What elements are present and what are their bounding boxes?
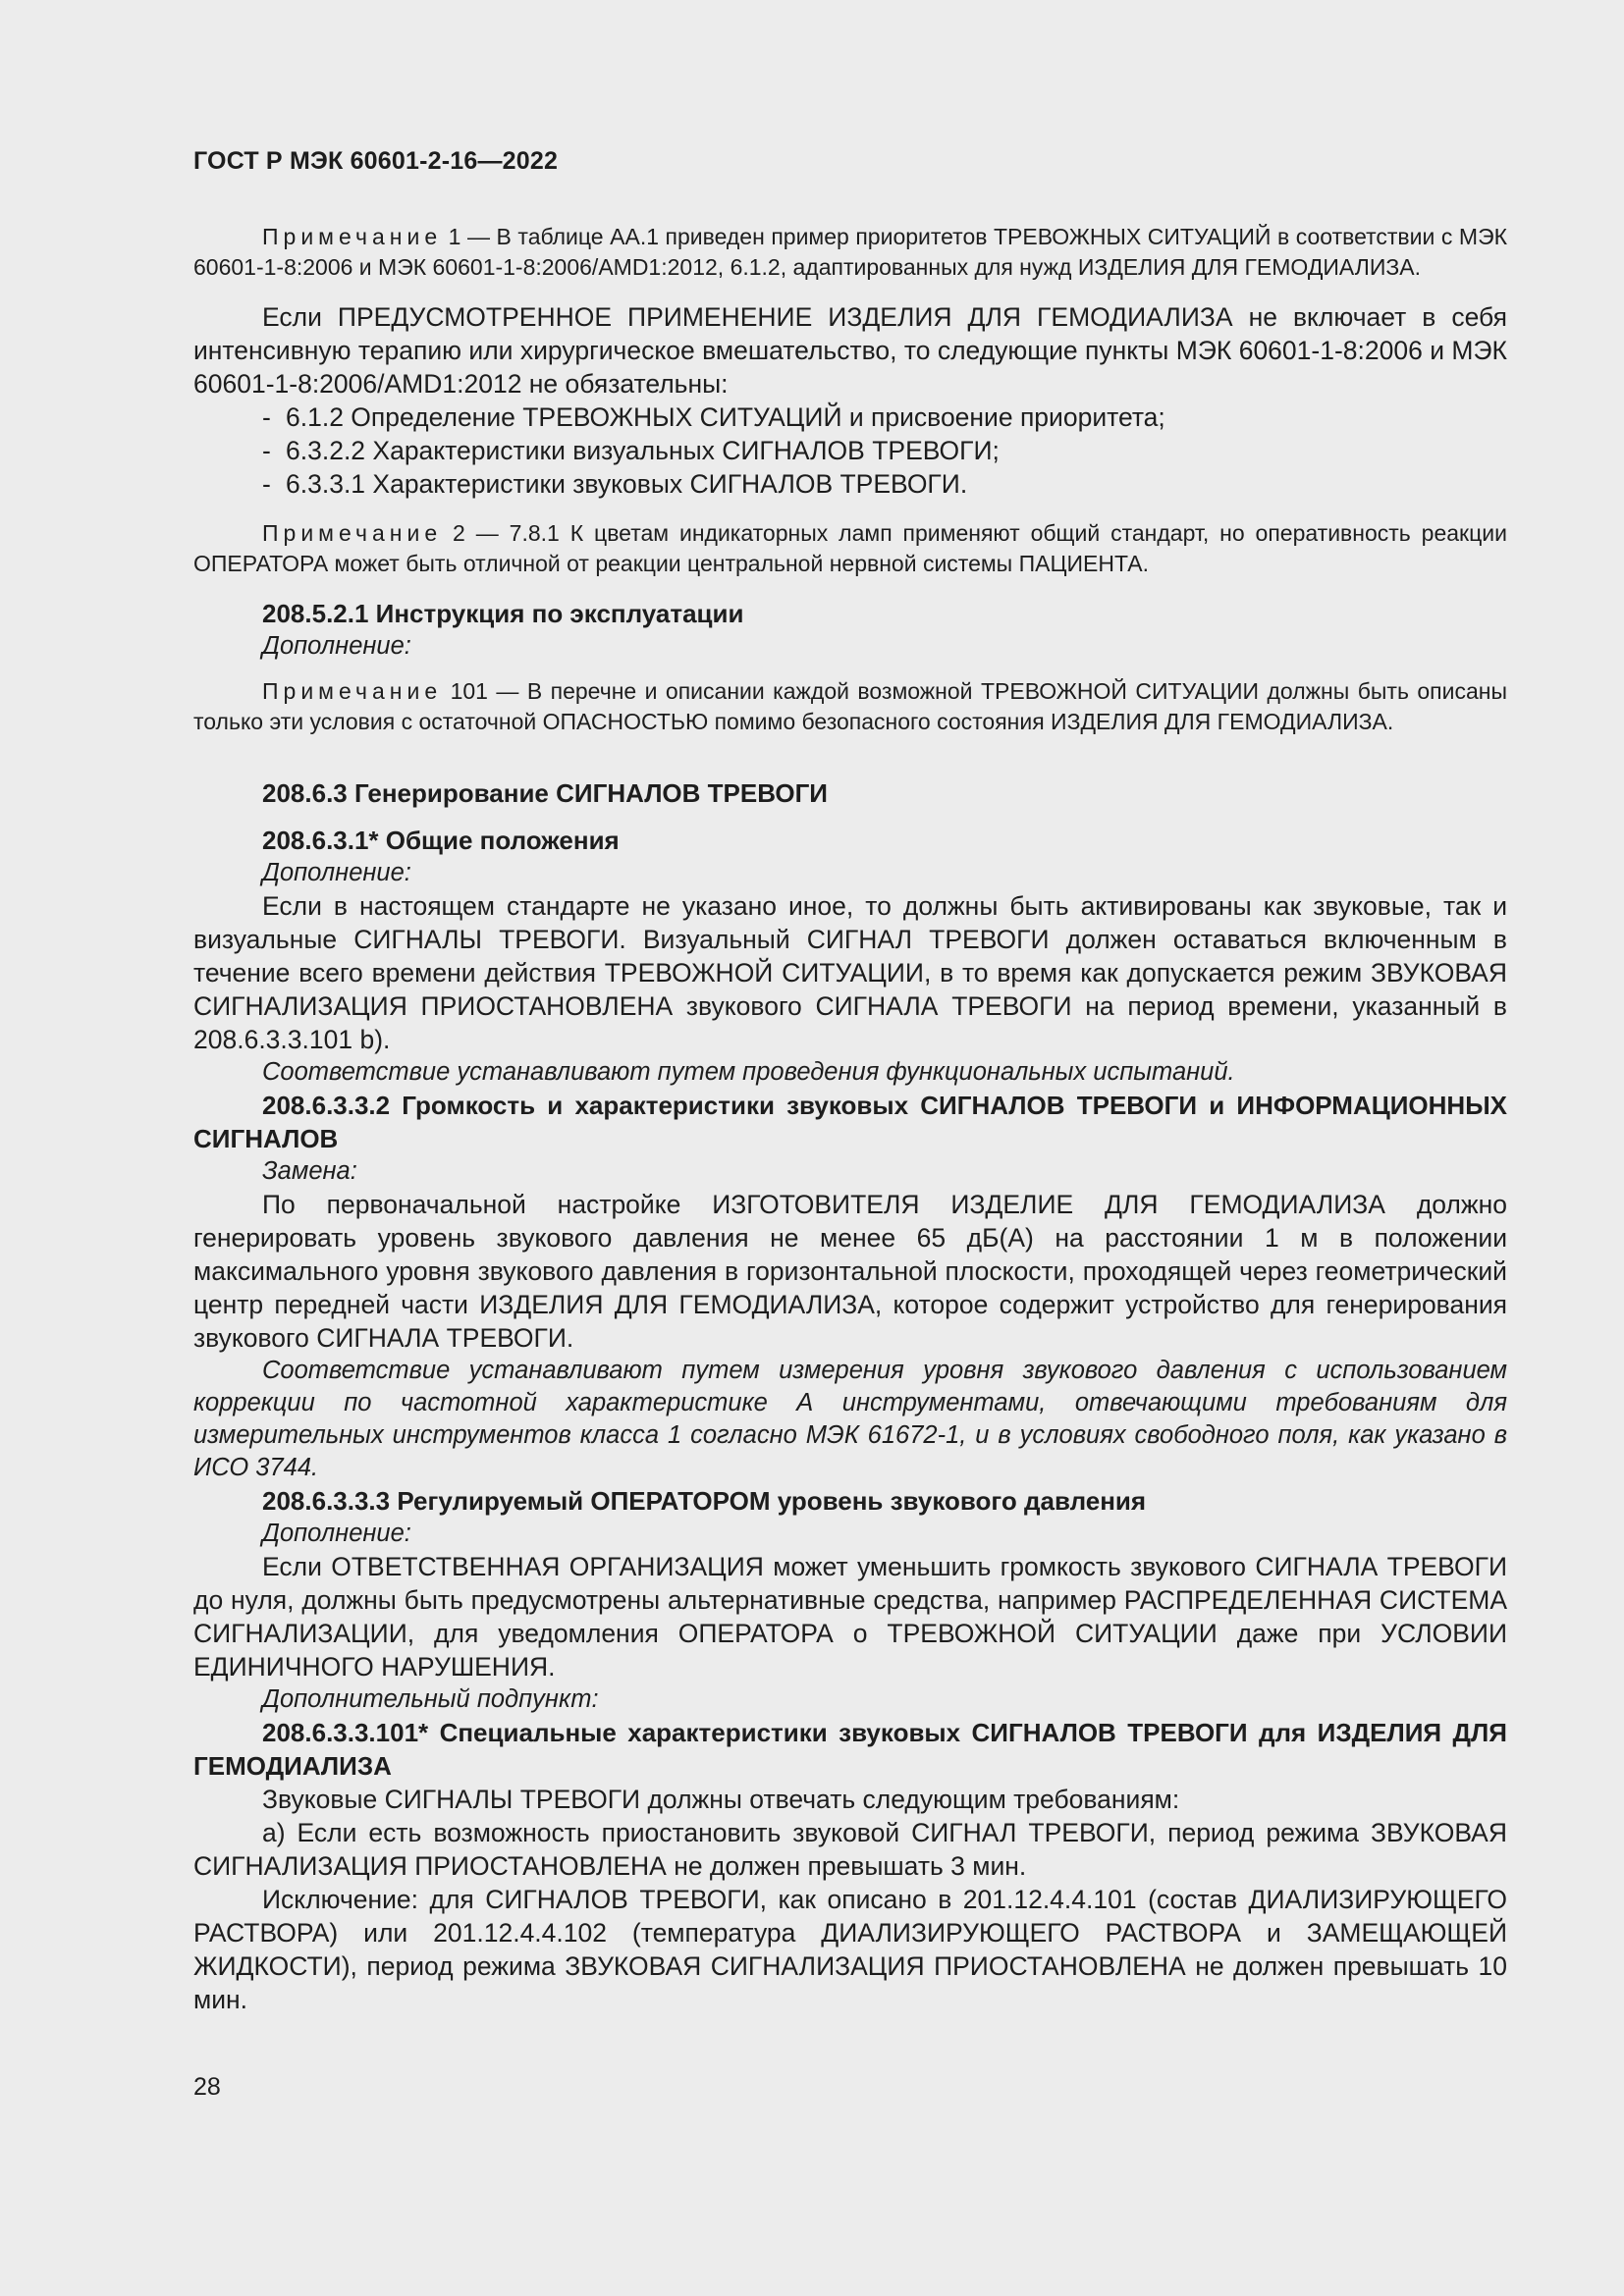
- section-subtitle: Замена:: [262, 1157, 357, 1185]
- section-heading: 208.5.2.1 Инструкция по эксплуатации: [262, 599, 744, 628]
- section-heading: 208.6.3.3.2 Громкость и характеристики звуковых СИГНАЛОВ ТРЕВОГИ и ИНФОРМАЦИОННЫХ СИГНАЛОВ: [193, 1091, 1507, 1153]
- note-label: Примечание: [262, 520, 443, 546]
- note-text: 101 — В перечне и описании каждой возможной ТРЕВОЖНОЙ СИТУАЦИИ должны быть описаны только эти условия с остаточной ОПАСНОСТЬЮ помимо безопасного состояния ИЗДЕЛИЯ ДЛЯ ГЕМОДИАЛИЗА.: [193, 678, 1507, 734]
- note-text: 2 — 7.8.1 К цветам индикаторных ламп применяют общий стандарт, но оперативность реакции ОПЕРАТОРА может быть отличной от реакции центральной нервной системы ПАЦИЕНТА.: [193, 520, 1507, 576]
- section-paragraph: Исключение: для СИГНАЛОВ ТРЕВОГИ, как описано в 201.12.4.4.101 (состав ДИАЛИЗИРУЮЩЕГО РАСТВОРА) или 201.12.4.4.102 (температура ДИАЛИЗИРУЮЩЕГО РАСТВОРА и ЗАМЕЩАЮЩЕЙ ЖИДКОСТИ), период режима ЗВУКОВАЯ СИГНАЛИЗАЦИЯ ПРИОСТАНОВЛЕНА не должен превышать 10 мин.: [193, 1885, 1507, 2014]
- section-paragraph: Если ОТВЕТСТВЕННАЯ ОРГАНИЗАЦИЯ может уменьшить громкость звукового СИГНАЛА ТРЕВОГИ до нуля, должны быть предусмотрены альтернативные средства, например РАСПРЕДЕЛЕННАЯ СИСТЕМА СИГНАЛИЗАЦИИ, для уведомления ОПЕРАТОРА о ТРЕВОЖНОЙ СИТУАЦИИ даже при УСЛОВИИ ЕДИНИЧНОГО НАРУШЕНИЯ.: [193, 1552, 1507, 1682]
- page-number: 28: [193, 2073, 221, 2101]
- section-subtitle: Дополнение:: [262, 1520, 411, 1547]
- intro-paragraph: Если ПРЕДУСМОТРЕННОЕ ПРИМЕНЕНИЕ ИЗДЕЛИЯ ДЛЯ ГЕМОДИАЛИЗА не включает в себя интенсивную терапию или хирургическое вмешательство, то следующие пункты МЭК 60601-1-8:2006 и МЭК 60601-1-8:2006/AMD1:2012 не обязательны:: [193, 302, 1507, 399]
- note-text: 1 — В таблице АА.1 приведен пример приоритетов ТРЕВОЖНЫХ СИТУАЦИЙ в соответствии с МЭК 60601-1-8:2006 и МЭК 60601-1-8:2006/AMD1:2012, 6.1.2, адаптированных для нужд ИЗДЕЛИЯ ДЛЯ ГЕМОДИАЛИЗА.: [193, 224, 1507, 280]
- section-heading: 208.6.3.3.3 Регулируемый ОПЕРАТОРОМ уровень звукового давления: [262, 1486, 1147, 1516]
- section-paragraph: Звуковые СИГНАЛЫ ТРЕВОГИ должны отвечать следующим требованиям:: [262, 1785, 1180, 1814]
- section-heading: 208.6.3.1* Общие положения: [262, 826, 620, 855]
- compliance-text: Соответствие устанавливают путем измерения уровня звукового давления с использованием коррекции по частотной характеристике А инструментами, отвечающими требованиям для измерительных инструментов класса 1 согласно МЭК 61672-1, и в условиях свободного поля, как указано в ИСО 3744.: [193, 1357, 1507, 1481]
- section-heading: 208.6.3.3.101* Специальные характеристики звуковых СИГНАЛОВ ТРЕВОГИ для ИЗДЕЛИЯ ДЛЯ ГЕМОДИАЛИЗА: [193, 1718, 1507, 1781]
- section-paragraph: По первоначальной настройке ИЗГОТОВИТЕЛЯ ИЗДЕЛИЕ ДЛЯ ГЕМОДИАЛИЗА должно генерировать уровень звукового давления не менее 65 дБ(А) на расстоянии 1 м в положении максимального уровня звукового давления в горизонтальной плоскости, проходящей через геометрический центр передней части ИЗДЕЛИЯ ДЛЯ ГЕМОДИАЛИЗА, которое содержит устройство для генерирования звукового СИГНАЛА ТРЕВОГИ.: [193, 1190, 1507, 1353]
- note-1: [193, 222, 1507, 283]
- section-paragraph: a) Если есть возможность приостановить звуковой СИГНАЛ ТРЕВОГИ, период режима ЗВУКОВАЯ СИГНАЛИЗАЦИЯ ПРИОСТАНОВЛЕНА не должен превышать 3 мин.: [193, 1818, 1507, 1881]
- note-label: Примечание: [262, 224, 443, 249]
- exclusion-list: [193, 400, 1507, 501]
- document-header: ГОСТ Р МЭК 60601-2-16—2022: [193, 147, 559, 175]
- note-101: [193, 676, 1507, 737]
- note-label: Примечание: [262, 678, 443, 704]
- document-body: [193, 222, 1507, 2016]
- section-subtitle: Дополнение:: [262, 632, 411, 660]
- note-2: [193, 518, 1507, 579]
- list-item: - 6.3.2.2 Характеристики визуальных СИГНАЛОВ ТРЕВОГИ;: [262, 436, 1000, 465]
- list-item: - 6.3.3.1 Характеристики звуковых СИГНАЛОВ ТРЕВОГИ.: [262, 469, 968, 499]
- section-heading: 208.6.3 Генерирование СИГНАЛОВ ТРЕВОГИ: [262, 778, 828, 808]
- section-subtitle: Дополнительный подпункт:: [262, 1685, 599, 1713]
- compliance-text: Соответствие устанавливают путем проведения функциональных испытаний.: [262, 1058, 1235, 1086]
- section-paragraph: Если в настоящем стандарте не указано иное, то должны быть активированы как звуковые, так и визуальные СИГНАЛЫ ТРЕВОГИ. Визуальный СИГНАЛ ТРЕВОГИ должен оставаться включенным в течение всего времени действия ТРЕВОЖНОЙ СИТУАЦИИ, в то время как допускается режим ЗВУКОВАЯ СИГНАЛИЗАЦИЯ ПРИОСТАНОВЛЕНА звукового СИГНАЛА ТРЕВОГИ на период времени, указанный в 208.6.3.3.101 b).: [193, 891, 1507, 1054]
- section-subtitle: Дополнение:: [262, 859, 411, 886]
- list-item: - 6.1.2 Определение ТРЕВОЖНЫХ СИТУАЦИЙ и присвоение приоритета;: [262, 402, 1165, 432]
